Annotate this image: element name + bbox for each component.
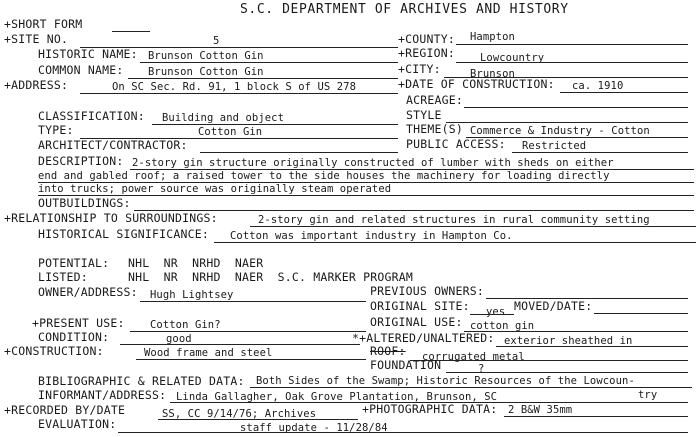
value-recorded-by: SS, CC 9/14/76; Archives bbox=[162, 408, 317, 420]
photographic-data-line bbox=[504, 416, 688, 417]
label-recorded-by: +RECORDED BY/DATE bbox=[4, 403, 126, 417]
evaluation-line bbox=[118, 432, 688, 433]
construction-line bbox=[136, 359, 366, 360]
label-acreage: ACREAGE: bbox=[406, 93, 463, 107]
relationship-line bbox=[250, 226, 696, 227]
value-themes: Commerce & Industry - Cotton bbox=[470, 125, 650, 137]
county-line bbox=[456, 44, 688, 45]
value-present-use: Cotton Gin? bbox=[150, 319, 221, 331]
label-date-of-construction: +DATE OF CONSTRUCTION: bbox=[398, 77, 555, 91]
label-photographic-data: +PHOTOGRAPHIC DATA: bbox=[362, 402, 498, 416]
value-evaluation: staff update - 11/28/84 bbox=[240, 422, 388, 434]
foundation-line bbox=[446, 372, 688, 373]
label-present-use: +PRESENT USE: bbox=[32, 316, 125, 330]
moved-date-line bbox=[594, 313, 688, 314]
value-informant: Linda Gallagher, Oak Grove Plantation, Brunson, SC bbox=[176, 391, 498, 403]
value-foundation: ? bbox=[478, 363, 485, 375]
short-form-line bbox=[112, 31, 150, 32]
region-line bbox=[456, 62, 688, 63]
value-description-2: end and gabled roof; a raised tower to the side houses the machinery for loading directly bbox=[38, 170, 610, 182]
label-owner-address: OWNER/ADDRESS: bbox=[38, 285, 138, 299]
present-use-line bbox=[130, 331, 366, 332]
potential-options: NHL NR NRHD NAER bbox=[128, 256, 264, 270]
value-original-site: yes bbox=[486, 306, 506, 318]
label-classification: CLASSIFICATION: bbox=[38, 109, 145, 123]
value-altered: exterior sheathed in bbox=[504, 335, 633, 347]
value-bibliographic-cont: try bbox=[638, 389, 658, 401]
label-county: +COUNTY: bbox=[398, 32, 455, 46]
outbuildings-line bbox=[134, 210, 694, 211]
label-common-name: COMMON NAME: bbox=[38, 63, 124, 77]
value-description-3: into trucks; power source was originally steam operated bbox=[38, 183, 392, 195]
label-informant: INFORMANT/ADDRESS: bbox=[38, 388, 167, 402]
architect-line bbox=[200, 152, 398, 153]
value-public-access: Restricted bbox=[522, 140, 587, 152]
value-photographic-data: 2 B&W 35mm bbox=[508, 404, 573, 416]
label-type: TYPE: bbox=[38, 123, 74, 137]
label-altered: *+ALTERED/UNALTERED: bbox=[352, 331, 495, 345]
value-original-use: cotton gin bbox=[470, 320, 535, 332]
value-significance: Cotton was important industry in Hampton Co. bbox=[230, 230, 513, 242]
value-historic-name: Brunson Cotton Gin bbox=[148, 50, 264, 62]
label-address: +ADDRESS: bbox=[4, 78, 69, 92]
label-roof: ROOF: bbox=[370, 344, 406, 358]
historic-name-line bbox=[140, 62, 398, 63]
original-use-line bbox=[464, 331, 688, 332]
address-line bbox=[80, 93, 398, 94]
owner-address-line bbox=[140, 301, 366, 302]
classification-line bbox=[152, 124, 398, 125]
label-evaluation: EVALUATION: bbox=[38, 417, 117, 431]
value-type: Cotton Gin bbox=[198, 126, 263, 138]
value-common-name: Brunson Cotton Gin bbox=[148, 66, 264, 78]
common-name-line bbox=[128, 78, 398, 79]
condition-line bbox=[120, 344, 360, 345]
label-moved-date: MOVED/DATE: bbox=[514, 299, 593, 313]
value-address: On SC Sec. Rd. 91, 1 block S of US 278 bbox=[112, 81, 357, 93]
value-owner-address: Hugh Lightsey bbox=[150, 289, 234, 301]
label-bibliographic: BIBLIOGRAPHIC & RELATED DATA: bbox=[38, 374, 245, 388]
label-short-form: +SHORT FORM bbox=[4, 17, 83, 31]
label-listed: LISTED: bbox=[38, 270, 88, 284]
date-of-construction-line bbox=[560, 92, 688, 93]
label-themes: THEME(S) bbox=[406, 122, 463, 136]
acreage-line bbox=[464, 107, 688, 108]
public-access-line bbox=[512, 152, 688, 153]
label-foundation: FOUNDATION bbox=[370, 358, 442, 372]
label-construction: +CONSTRUCTION: bbox=[4, 344, 104, 358]
label-architect: ARCHITECT/CONTRACTOR: bbox=[38, 138, 188, 152]
label-description: DESCRIPTION: bbox=[38, 154, 124, 168]
recorded-by-line bbox=[158, 419, 358, 420]
value-condition: good bbox=[166, 333, 192, 345]
value-date-of-construction: ca. 1910 bbox=[572, 80, 624, 92]
significance-line bbox=[214, 242, 696, 243]
value-relationship: 2-story gin and related structures in rural community setting bbox=[258, 214, 650, 226]
listed-options: NHL NR NRHD NAER S.C. MARKER PROGRAM bbox=[128, 270, 413, 284]
label-city: +CITY: bbox=[398, 62, 441, 76]
label-region: +REGION: bbox=[398, 46, 455, 60]
style-line bbox=[446, 122, 688, 123]
label-potential: POTENTIAL: bbox=[38, 256, 110, 270]
value-site-no: 5 bbox=[213, 35, 220, 47]
label-original-site: ORIGINAL SITE: bbox=[370, 299, 470, 313]
value-bibliographic: Both Sides of the Swamp; Historic Resources of the Lowcoun- bbox=[256, 375, 635, 387]
label-relationship: +RELATIONSHIP TO SURROUNDINGS: bbox=[4, 211, 218, 225]
label-outbuildings: OUTBUILDINGS: bbox=[38, 196, 131, 210]
roof-line bbox=[410, 360, 688, 361]
value-classification: Building and object bbox=[162, 112, 285, 124]
original-site-line bbox=[470, 314, 514, 315]
description-line-3 bbox=[38, 195, 694, 196]
value-construction: Wood frame and steel bbox=[144, 347, 273, 359]
label-site-no: +SITE NO. bbox=[4, 32, 69, 46]
value-city: Brunson bbox=[470, 68, 515, 80]
label-style: STYLE bbox=[406, 108, 442, 122]
value-county: Hampton bbox=[470, 31, 515, 43]
value-description-1: 2-story gin structure originally constructed of lumber with sheds on either bbox=[132, 157, 614, 169]
label-original-use: ORIGINAL USE: bbox=[370, 315, 463, 329]
label-previous-owners: PREVIOUS OWNERS: bbox=[370, 284, 484, 298]
value-roof: corrugated metal bbox=[422, 351, 525, 363]
bibliographic-line bbox=[250, 387, 692, 388]
label-historic-name: HISTORIC NAME: bbox=[38, 47, 138, 61]
label-significance: HISTORICAL SIGNIFICANCE: bbox=[38, 227, 209, 241]
altered-line bbox=[496, 346, 688, 347]
form-header: S.C. DEPARTMENT OF ARCHIVES AND HISTORY bbox=[240, 2, 569, 17]
value-region: Lowcountry bbox=[480, 52, 545, 64]
label-public-access: PUBLIC ACCESS: bbox=[406, 137, 506, 151]
label-condition: CONDITION: bbox=[38, 330, 110, 344]
